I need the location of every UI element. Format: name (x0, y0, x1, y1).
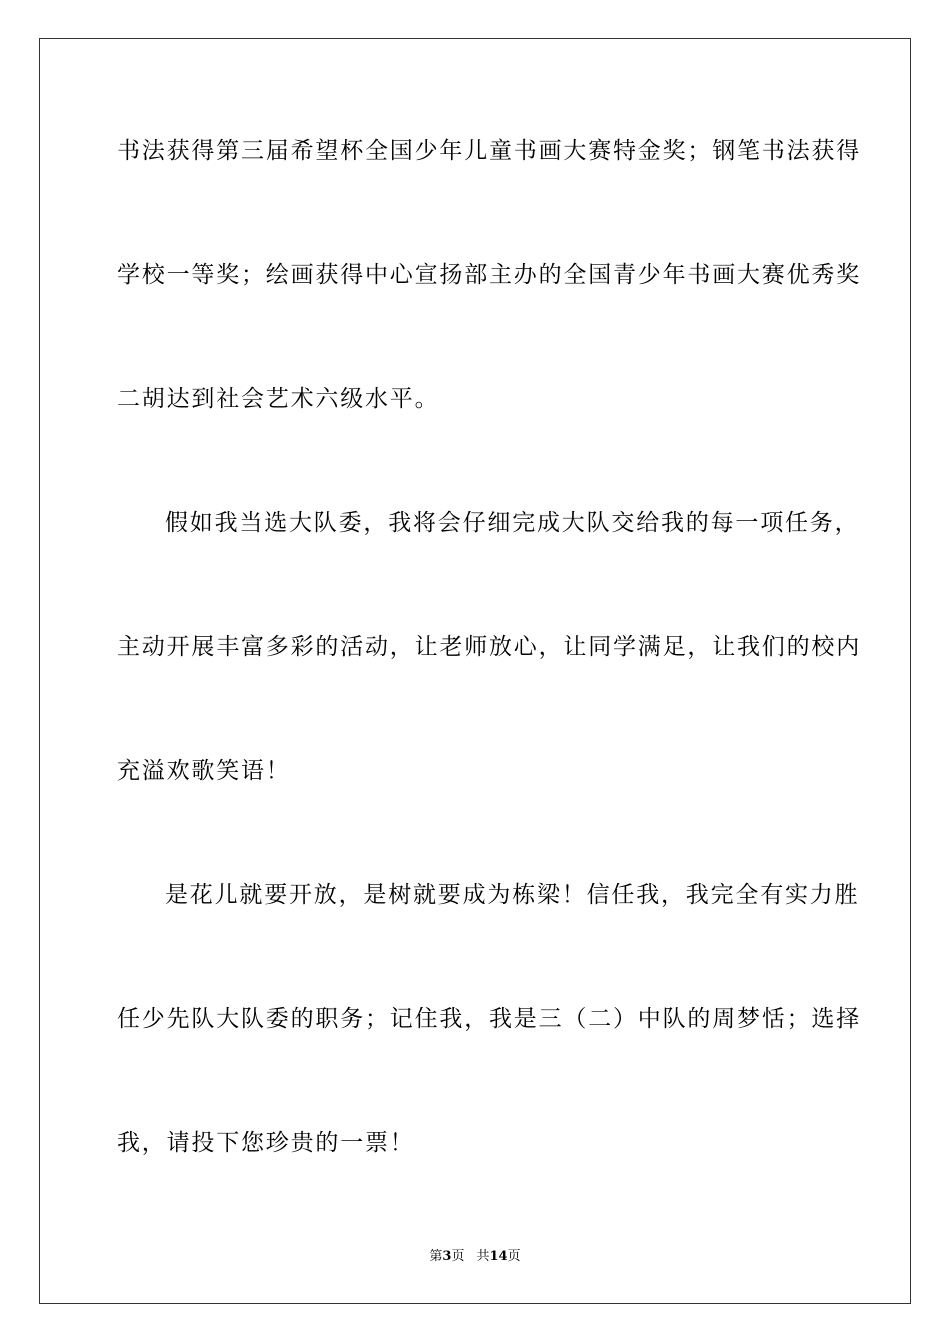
page-footer (0, 1248, 950, 1266)
text-line: 主动开展丰富多彩的活动，让老师放心，让同学满足，让我们的校内 (117, 634, 861, 660)
text-line: 我，请投下您珍贵的一票！ (117, 1130, 415, 1156)
page-number: 3 (442, 1249, 452, 1264)
text-line: 任少先队大队委的职务；记住我，我是三（二）中队的周梦恬；选择 (117, 1006, 861, 1032)
page-suffix: 页 (451, 1249, 465, 1264)
text-line: 书法获得第三届希望杯全国少年儿童书画大赛特金奖；钢笔书法获得 (117, 138, 861, 164)
page-prefix: 第 (429, 1249, 443, 1264)
paragraph-first-line: 是花儿就要开放，是树就要成为栋梁！信任我，我完全有实力胜 (165, 882, 860, 908)
text-line: 二胡达到社会艺术六级水平。 (117, 386, 440, 412)
text-line: 充溢欢歌笑语！ (117, 758, 291, 784)
total-prefix: 共 (476, 1249, 490, 1264)
text-line: 学校一等奖；绘画获得中心宣扬部主办的全国青少年书画大赛优秀奖 (117, 262, 861, 288)
page-border (39, 38, 911, 1304)
total-pages: 14 (489, 1249, 508, 1264)
paragraph-first-line: 假如我当选大队委，我将会仔细完成大队交给我的每一项任务， (165, 510, 860, 536)
total-suffix: 页 (507, 1249, 521, 1264)
